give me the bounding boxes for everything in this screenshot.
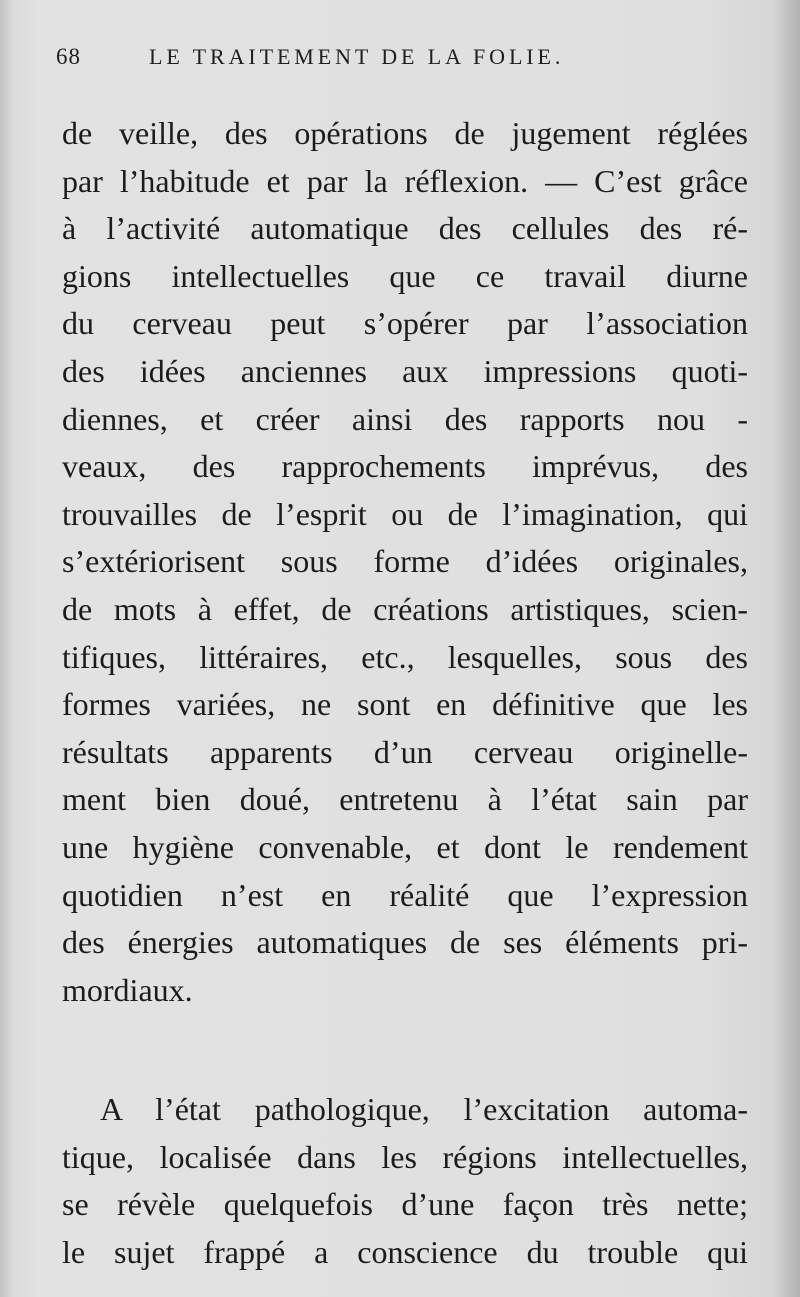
text-line: ment bien doué, entretenu à l’état sain par [62, 781, 748, 818]
text-line: par l’habitude et par la réflexion. — C’est grâce [62, 162, 748, 199]
text-line: mordiaux. [62, 971, 193, 1008]
text-line: de veille, des opérations de jugement réglées [62, 115, 748, 151]
text-line: une hygiène convenable, et dont le rendement [62, 828, 748, 865]
text-line: diennes, et créer ainsi des rapports nou - [62, 400, 748, 437]
paragraph [62, 1086, 748, 1276]
text-line: gions intellectuelles que ce travail diurne [62, 257, 748, 294]
text-line: quotidien n’est en réalité que l’expression [62, 876, 748, 913]
text-line: se révèle quelquefois d’une façon très nette; [62, 1186, 748, 1223]
text-line: A l’état pathologique, l’excitation automa- [100, 1091, 748, 1128]
running-head [56, 44, 756, 84]
text-line: formes variées, ne sont en définitive que les [62, 686, 748, 723]
text-line: des idées anciennes aux impressions quoti- [62, 352, 748, 389]
text-line: du cerveau peut s’opérer par l’association [62, 305, 748, 342]
text-line: le sujet frappé a conscience du trouble qui [62, 1234, 748, 1271]
paragraph-gap [62, 1014, 748, 1086]
text-line: tifiques, littéraires, etc., lesquelles, sous des [62, 638, 748, 675]
paragraph [62, 110, 748, 1014]
text-line: résultats apparents d’un cerveau originelle- [62, 733, 748, 770]
body-text [62, 110, 748, 1277]
page-number: 68 [56, 44, 81, 69]
running-title: LE TRAITEMENT DE LA FOLIE. [149, 44, 565, 69]
text-line: à l’activité automatique des cellules des ré- [62, 210, 748, 247]
text-line: s’extériorisent sous forme d’idées originales, [62, 543, 748, 580]
text-line: trouvailles de l’esprit ou de l’imagination, qui [62, 495, 748, 532]
page-edge-shadow [774, 0, 800, 1297]
text-line: des énergies automatiques de ses éléments pri- [62, 924, 748, 961]
text-line: tique, localisée dans les régions intellectuelles, [62, 1138, 748, 1175]
text-line: veaux, des rapprochements imprévus, des [62, 448, 748, 485]
text-line: de mots à effet, de créations artistiques, scien- [62, 590, 748, 627]
